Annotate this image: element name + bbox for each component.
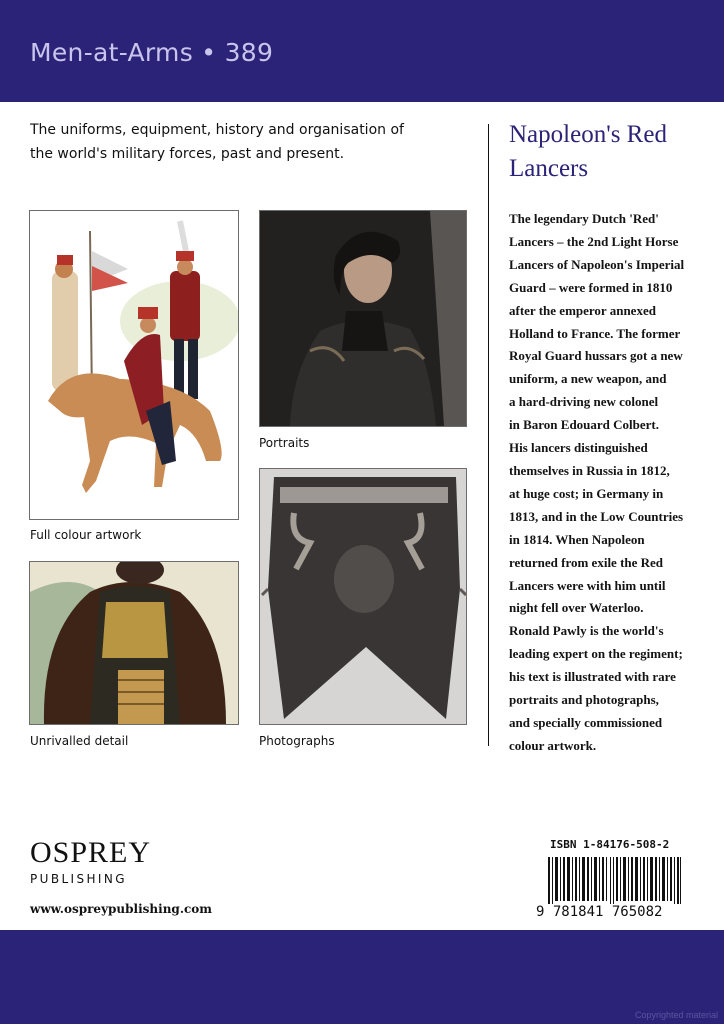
bottom-band [0, 930, 724, 1024]
publisher-subname: PUBLISHING [30, 872, 127, 886]
tagline: The uniforms, equipment, history and organisation of the world's military forces, past and present. [30, 122, 404, 162]
barcode-digits: 9 781841 765082 [536, 904, 692, 920]
lancer-artwork-image [29, 210, 239, 520]
caption-photographs: Photographs [259, 734, 335, 748]
uniform-detail-image [29, 561, 239, 725]
isbn-label: ISBN 1-84176-508-2 [550, 838, 670, 851]
publisher-name: OSPREY [30, 836, 152, 869]
publisher-website[interactable]: www.ospreypublishing.com [30, 902, 213, 916]
portrait-image [259, 210, 467, 427]
book-blurb: The legendary Dutch 'Red' Lancers – the 2nd Light Horse Lancers of Napoleon's Imperial Guard – were formed in 1810 after the emperor annexed Holland to France. The former Royal Guard hussars got a new uniform, a new weapon, and a hard-driving new colonel in Baron Edouard Colbert. His lancers distinguished themselves in Russia in 1812, at huge cost; in Germany in 1813, and in the Low Countries in 1814. When Napoleon returned from exile the Red Lancers were with him until night fell over Waterloo. Ronald Pawly is the world's leading expert on the regiment; his text is illustrated with rare portraits and photographs, and specially commissioned colour artwork. [509, 211, 685, 753]
book-title: Napoleon's Red Lancers [509, 121, 667, 182]
guidon-photo-image [259, 468, 467, 725]
series-title: Men-at-Arms • 389 [30, 38, 274, 67]
osprey-logo [30, 838, 151, 886]
column-divider [488, 124, 489, 746]
barcode-icon [548, 857, 682, 909]
caption-portraits: Portraits [259, 436, 310, 450]
top-series-band [0, 0, 724, 102]
caption-artwork: Full colour artwork [30, 528, 142, 542]
copyright-watermark: Copyrighted material [634, 1010, 718, 1020]
caption-detail: Unrivalled detail [30, 734, 129, 748]
